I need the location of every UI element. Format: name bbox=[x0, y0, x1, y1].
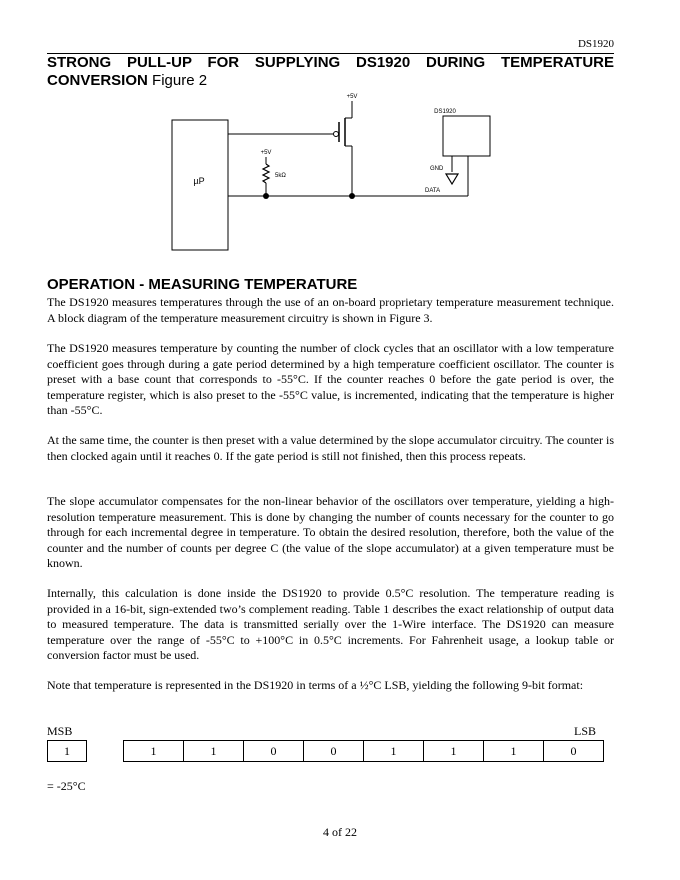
result-value: = -25°C bbox=[47, 779, 86, 793]
sign-bit-cell: 1 bbox=[47, 740, 87, 762]
paragraph-2: The DS1920 measures temperature by counting the number of clock cycles that an oscillator with a low temperature coefficient goes through during a gate period determined by a high temperature coefficient oscillator. The counter is preset with a base count that corresponds to -55°C. If the counter reaches 0 before the gate period is over, the temperature register, which is also preset to the -55°C value, is incremented, indicating that the temperature is higher than -55°C. bbox=[47, 341, 614, 417]
section-heading: OPERATION - MEASURING TEMPERATURE bbox=[47, 276, 358, 293]
bit-cell: 1 bbox=[363, 740, 424, 762]
resistor-symbol bbox=[263, 164, 269, 183]
vcc-top-label: +5V bbox=[346, 94, 358, 100]
figure-title-bold-part: CONVERSION bbox=[47, 72, 148, 89]
paragraph-1: The DS1920 measures temperatures through the use of an on-board proprietary temperature measurement technique. A block diagram of the temperature measurement circuitry is shown in Figure 3. bbox=[47, 295, 614, 325]
bit-cell: 0 bbox=[543, 740, 604, 762]
bit-row bbox=[123, 740, 604, 762]
msb-label: MSB bbox=[47, 724, 73, 738]
resistor-label: 5kΩ bbox=[275, 173, 286, 179]
page-number: 4 of 22 bbox=[323, 825, 357, 839]
device-box bbox=[443, 116, 490, 156]
device-label: DS1920 bbox=[434, 109, 456, 115]
circuit-diagram bbox=[165, 88, 495, 258]
header-doc-id: DS1920 bbox=[577, 38, 614, 50]
gnd-label: GND bbox=[430, 166, 444, 172]
bit-cell: 1 bbox=[423, 740, 484, 762]
lsb-label: LSB bbox=[574, 724, 597, 738]
paragraph-3: At the same time, the counter is then preset with a value determined by the slope accumulator circuitry. The counter is then clocked again until it reaches 0. If the gate period is still not finished, then this process repeats. bbox=[47, 433, 614, 463]
paragraph-5: Internally, this calculation is done inside the DS1920 to provide 0.5°C resolution. The temperature reading is provided in a 16-bit, sign-extended two’s complement reading. Table 1 describes the exact relationship of output data to measured temperature. The data is transmitted serially over the 1-Wire interface. The DS1920 can measure temperature over the range of -55°C to +100°C in 0.5°C increments. For Fahrenheit usage, a lookup table or conversion factor must be used. bbox=[47, 586, 614, 662]
paragraph-4: The slope accumulator compensates for the non-linear behavior of the oscillators over temperature, yielding a high-resolution temperature measurement. This is done by changing the number of counts necessary for the counter to go through for each incremental degree in temperature. To obtain the desired resolution, therefore, both the value of the counter and the number of counts per degree C (the value of the slope accumulator) at a given temperature must be known. bbox=[47, 494, 614, 570]
vcc-resistor-label: +5V bbox=[260, 150, 272, 156]
mcu-label: µP bbox=[193, 176, 205, 186]
figure-title bbox=[47, 54, 614, 90]
figure-title-figure-ref: Figure 2 bbox=[152, 72, 208, 89]
bit-cell: 1 bbox=[183, 740, 244, 762]
bit-cell: 1 bbox=[123, 740, 184, 762]
bit-labels bbox=[47, 724, 614, 740]
data-label: DATA bbox=[425, 188, 441, 194]
bit-cell: 1 bbox=[483, 740, 544, 762]
bit-cell: 0 bbox=[243, 740, 304, 762]
ground-symbol bbox=[446, 174, 458, 184]
paragraph-6: Note that temperature is represented in the DS1920 in terms of a ½°C LSB, yielding the following 9-bit format: bbox=[47, 678, 584, 692]
figure-title-line1: STRONG PULL-UP FOR SUPPLYING DS1920 DURING TEMPERATURE bbox=[47, 54, 614, 71]
bit-cell: 0 bbox=[303, 740, 364, 762]
